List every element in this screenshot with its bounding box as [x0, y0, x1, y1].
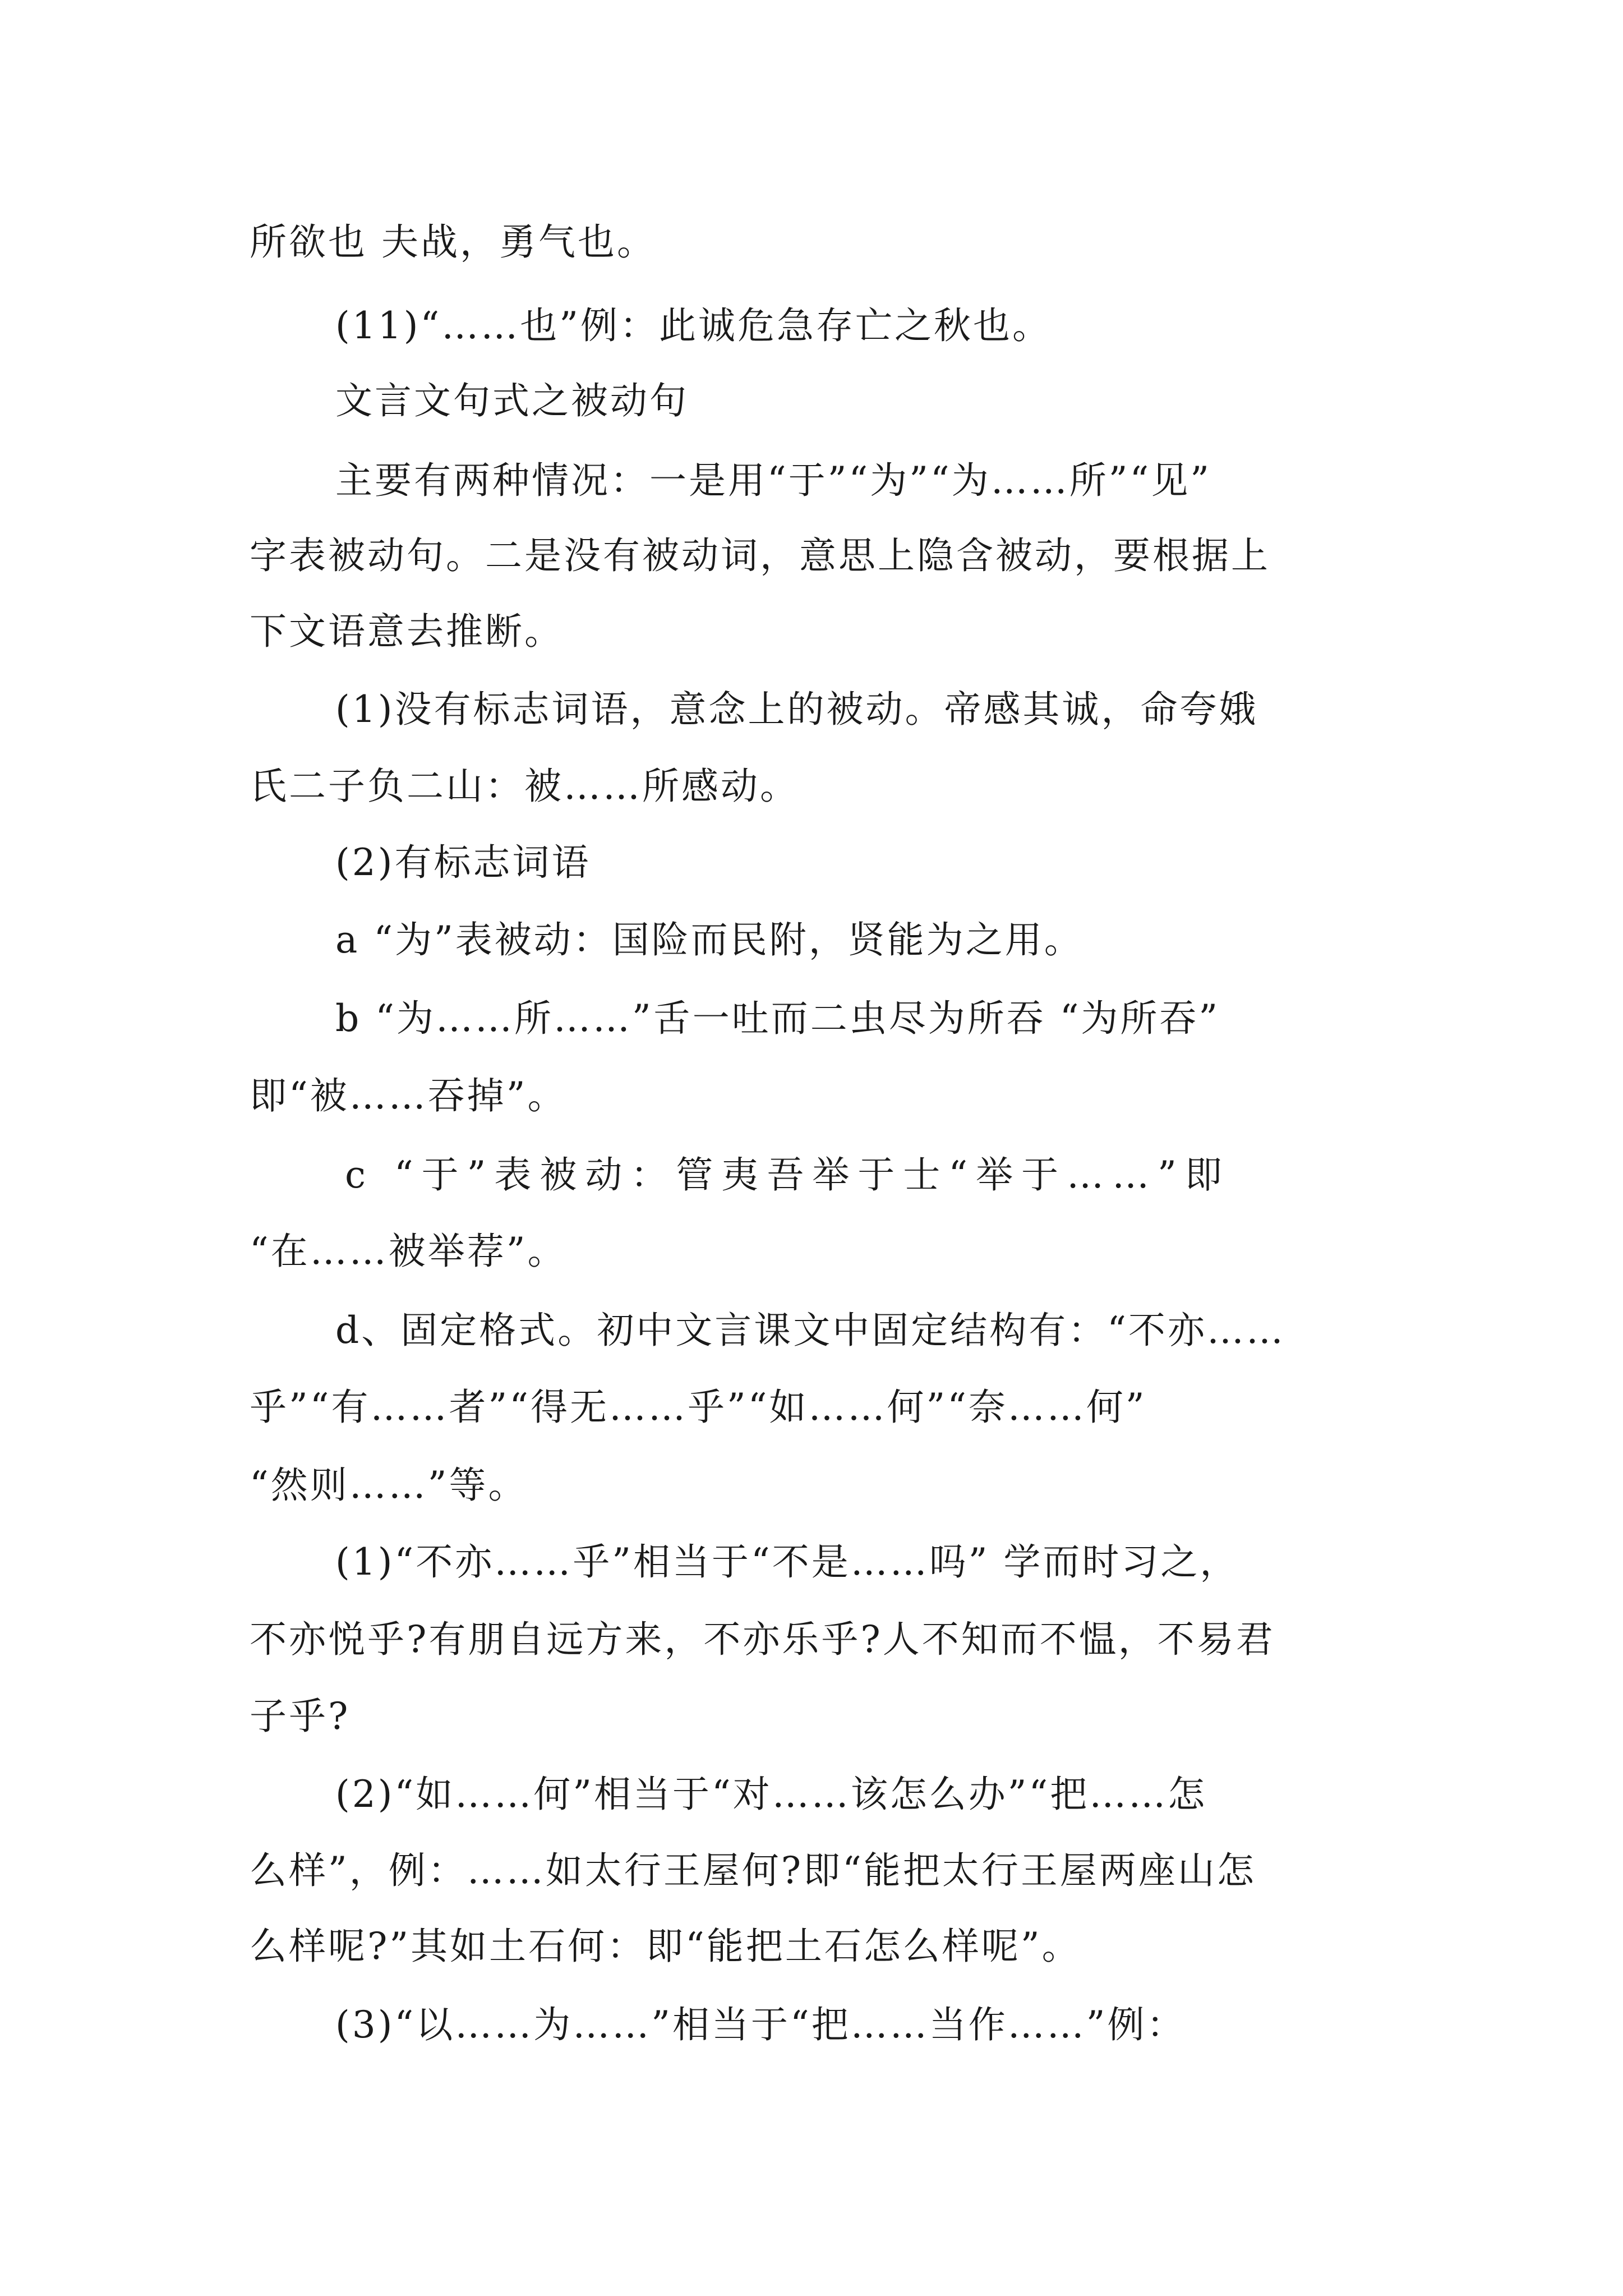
text-line-11: b “为……所……”舌一吐而二虫尽为所吞 “为所吞”	[335, 997, 1220, 1040]
text-line-1: 所欲也 夫战，勇气也。	[250, 220, 656, 264]
text-line-12: 即“被……吞掉”。	[250, 1074, 567, 1117]
text-line-13: c “于”表被动：管夷吾举于士“举于……”即	[345, 1153, 1230, 1197]
text-line-7: (1)没有标志词语，意念上的被动。帝感其诚，命夸娥	[335, 688, 1258, 731]
text-line-8: 氏二子负二山：被……所感动。	[250, 765, 799, 808]
text-line-20: 子乎?	[250, 1695, 351, 1738]
text-line-16: 乎”“有……者”“得无……乎”“如……何”“奈……何”	[250, 1386, 1147, 1429]
text-line-5: 字表被动句。二是没有被动词，意思上隐含被动，要根据上	[250, 534, 1270, 577]
text-line-6: 下文语意去推断。	[250, 610, 564, 653]
text-line-3: 文言文句式之被动句	[335, 379, 689, 422]
text-line-23: 么样呢?”其如土石何：即“能把土石怎么样呢”。	[250, 1925, 1081, 1968]
text-line-2: (11)“……也”例：此诚危急存亡之秋也。	[335, 304, 1052, 347]
text-line-18: (1)“不亦……乎”相当于“不是……吗” 学而时习之，	[335, 1540, 1239, 1584]
text-line-21: (2)“如……何”相当于“对……该怎么办”“把……怎	[335, 1773, 1207, 1816]
text-line-14: “在……被举荐”。	[250, 1230, 567, 1273]
text-line-19: 不亦悦乎?有朋自远方来，不亦乐乎?人不知而不愠，不易君	[250, 1618, 1275, 1661]
text-line-4: 主要有两种情况：一是用“于”“为”“为……所”“见”	[335, 459, 1211, 502]
text-line-15: d、固定格式。初中文言课文中固定结构有：“不亦……	[335, 1309, 1285, 1352]
text-line-22: 么样”，例：……如太行王屋何?即“能把太行王屋两座山怎	[250, 1849, 1256, 1892]
text-line-24: (3)“以……为……”相当于“把……当作……”例：	[335, 2003, 1186, 2046]
text-line-10: a “为”表被动：国险而民附，贤能为之用。	[335, 918, 1083, 961]
text-line-17: “然则……”等。	[250, 1464, 528, 1507]
text-line-9: (2)有标志词语	[335, 841, 591, 884]
